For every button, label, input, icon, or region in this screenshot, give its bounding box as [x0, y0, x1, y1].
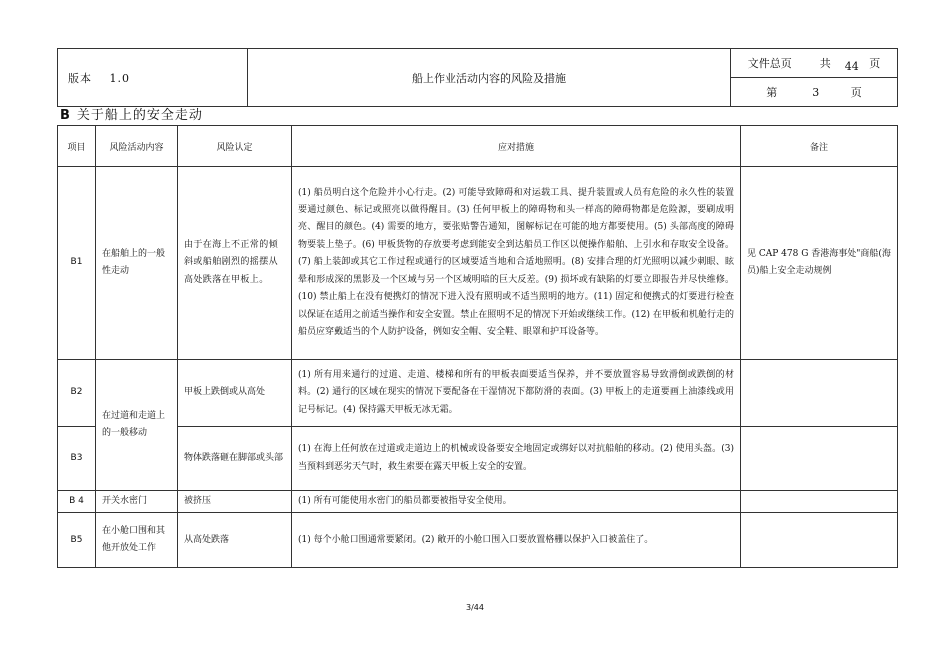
row-measures: (1) 船员明白这个危险并小心行走。(2) 可能导致障碍和对运载工具、提升装置或人员有危险的永久性的装置要通过颜色、标记或照亮以做得醒目。(3) 任何甲板上的障碍物和头一样高的障碍物都是危险源，要刷成明亮、醒目的颜色。(4) 需要的地方，要张贴警告通知，图解标记在可能的地方都要使用。(5) 头部高度的障碍物要装上垫子。(6) 甲板货物的存放要考虑到能安全到达船员工作区以便操作船舶、上引水和存取安全设备。(7) 船上装卸或其它工作过程或通行的区域要适当地和合适地照明。(8) 安排合理的灯光照明以减少刺眼、眩晕和形成深的黑影及一个区域与另一个区域明暗的巨大反差。(9) 损坏或有缺陷的灯要立即报告并尽快维修。(10) 禁止船上在没有便携灯的情况下进入没有照明或不适当照明的地方。(11) 固定和便携式的灯要进行检查以保证在适用之前适当操作和安全安置。禁止在照明不足的情况下开始或继续工作。(12) 在甲板和机舱行走的船员应穿戴适当的个人防护设备，例如安全帽、安全鞋、眼罩和护耳设备等。: [292, 167, 741, 360]
row-risk: 物体跌落砸在脚部或头部: [178, 427, 292, 491]
row-activity: 在船舶上的一般性走动: [96, 167, 178, 360]
row-remarks: [741, 427, 898, 491]
row-risk: 从高处跌落: [178, 513, 292, 568]
page-suffix: 页: [850, 86, 862, 99]
table-row: [58, 427, 898, 491]
col-header-measures: 应对措施: [292, 126, 741, 167]
row-risk: 由于在海上不正常的倾斜或船舶剧烈的摇摆从高处跌落在甲板上。: [178, 167, 292, 360]
row-remarks: [741, 360, 898, 427]
page-value: 3: [812, 86, 820, 99]
page-footer: 3/44: [466, 603, 484, 612]
row-id: B3: [58, 427, 96, 491]
table-row: [58, 513, 898, 568]
total-pages-label: 文件总页: [747, 57, 792, 70]
version-cell: [58, 49, 248, 107]
row-risk: 被挤压: [178, 491, 292, 513]
section-title: [60, 104, 203, 123]
total-pages-prefix: 共: [819, 57, 831, 70]
col-header-risk: 风险认定: [178, 126, 292, 167]
row-measures: (1) 在海上任何放在过道或走道边上的机械或设备要安全地固定或绑好以对抗船舶的移动。(2) 使用头盔。(3) 当预料到恶劣天气时，救生索要在露天甲板上安全的安置。: [292, 427, 741, 491]
total-pages-value: 44: [844, 60, 859, 73]
version-value: 1.0: [109, 71, 130, 85]
table-row: [58, 167, 898, 360]
document-header: [57, 48, 898, 107]
col-header-item: 项目: [58, 126, 96, 167]
page-prefix: 第: [766, 86, 778, 99]
risk-table: [57, 125, 898, 568]
table-row: [58, 491, 898, 513]
section-title-text: 关于船上的安全走动: [76, 108, 203, 123]
row-measures: (1) 所有用来通行的过道、走道、楼梯和所有的甲板表面要适当保养，并不要放置容易导致滑倒或跌倒的材料。(2) 通行的区域在现实的情况下要配备在干湿情况下都防滑的表面。(3) 甲板上的走道要画上油漆线或用记号标记。(4) 保持露天甲板无冰无霜。: [292, 360, 741, 427]
row-remarks: 见 CAP 478 G 香港海事处"商船(海员)船上安全走动规例: [741, 167, 898, 360]
total-pages-cell: [731, 49, 898, 78]
version-label: 版本: [68, 71, 92, 85]
col-header-remarks: 备注: [741, 126, 898, 167]
document-title: 船上作业活动内容的风险及措施: [248, 49, 731, 107]
row-id: B2: [58, 360, 96, 427]
row-remarks: [741, 491, 898, 513]
current-page-cell: [731, 78, 898, 107]
total-pages-suffix: 页: [869, 57, 881, 70]
row-activity: 开关水密门: [96, 491, 178, 513]
row-risk: 甲板上跌倒或从高处: [178, 360, 292, 427]
row-activity: 在小舱口围和其他开放处工作: [96, 513, 178, 568]
row-id: B5: [58, 513, 96, 568]
row-remarks: [741, 513, 898, 568]
row-id: B 4: [58, 491, 96, 513]
row-measures: (1) 所有可能使用水密门的船员都要被指导安全使用。: [292, 491, 741, 513]
row-activity-merged: 在过道和走道上的一般移动: [96, 360, 178, 491]
row-id: B1: [58, 167, 96, 360]
row-measures: (1) 每个小舱口围通常要紧闭。(2) 敞开的小舱口围入口要放置格栅以保护入口被盖住了。: [292, 513, 741, 568]
table-row: [58, 360, 898, 427]
section-letter: B: [60, 108, 71, 123]
table-header-row: [58, 126, 898, 167]
col-header-activity: 风险活动内容: [96, 126, 178, 167]
